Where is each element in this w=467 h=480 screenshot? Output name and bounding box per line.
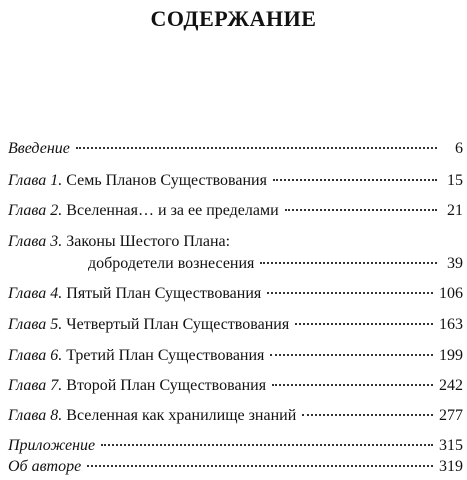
toc-page-number: 21 [447,202,463,219]
toc-page-number: 6 [455,140,463,157]
leader-dots [260,262,437,264]
toc-page-number: 39 [447,255,463,272]
toc-entry-chapter-1[interactable] [8,169,463,193]
toc-page-number: 106 [439,285,463,302]
toc-entry-chapter-4[interactable] [8,282,463,306]
toc-entry-label: Глава 2. Вселенная… и за ее пределами [8,202,279,219]
toc-entry-label: Глава 7. Второй План Существования [8,377,267,394]
toc-entry-label: Об авторе [8,458,82,475]
toc-entry-label: Приложение [8,437,96,454]
toc-entry-chapter-5[interactable] [8,313,463,337]
toc-entry-label: Глава 1. Семь Планов Существования [8,172,267,189]
page-title: СОДЕРЖАНИЕ [150,6,317,31]
toc-page-number: 277 [439,407,463,424]
leader-dots [285,209,437,211]
toc-entry-chapter-8[interactable] [8,404,463,428]
toc-page-number: 163 [439,316,463,333]
toc-entry-chapter-3-line1[interactable]: Глава 3. Законы Шестого Плана: [8,233,231,250]
leader-dots [295,323,433,325]
leader-dots [87,465,433,467]
leader-dots [267,292,433,294]
toc-page-number: 199 [439,347,463,364]
toc-page-number: 319 [439,458,463,475]
toc-entry-label: Глава 8. Вселенная как хранилище знаний [8,407,297,424]
toc-entry-chapter-7[interactable] [8,374,463,398]
leader-dots [270,354,433,356]
toc-entry-chapter-2[interactable] [8,199,463,223]
leader-dots [101,444,433,446]
leader-dots [76,147,437,149]
toc-entry-label: Введение [8,140,70,157]
toc-page-number: 15 [447,172,463,189]
toc-page-number: 242 [439,377,463,394]
leader-dots [302,414,433,416]
toc-entry-introduction[interactable] [8,137,463,161]
toc-entry-label: Глава 4. Пятый План Существования [8,285,262,302]
leader-dots [272,384,433,386]
leader-dots [273,179,437,181]
toc-entry-label: Глава 5. Четвертый План Существования [8,316,290,333]
toc-entry-chapter-6[interactable] [8,344,463,368]
toc-entry-about-author[interactable] [8,455,463,479]
toc-entry-chapter-3[interactable] [8,252,463,276]
toc-entry-label: добродетели вознесения [88,255,255,272]
toc-page-number: 315 [439,437,463,454]
toc-entry-label: Глава 6. Третий План Существования [8,347,265,364]
